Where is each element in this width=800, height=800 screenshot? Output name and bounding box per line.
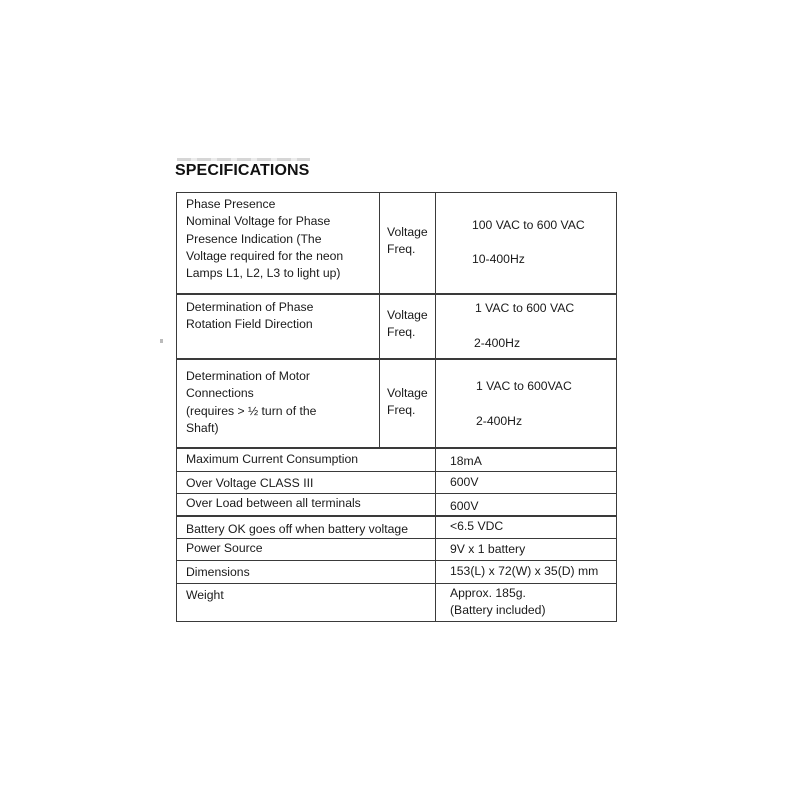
param-freq: Freq. — [387, 325, 416, 340]
label-line: Voltage required for the neon — [186, 248, 344, 263]
over-voltage-value: 600V — [450, 475, 479, 489]
label-line: Shaft) — [186, 420, 219, 435]
battery-ok-label: Battery OK goes off when battery voltage — [186, 522, 408, 536]
param-voltage: Voltage — [387, 225, 428, 239]
page-title: SPECIFICATIONS — [175, 162, 310, 179]
dimensions-label: Dimensions — [186, 565, 250, 579]
dimensions-value: 153(L) x 72(W) x 35(D) mm — [450, 564, 599, 578]
motor-connections-freq: 2-400Hz — [476, 414, 523, 428]
weight-line: Approx. 185g. — [450, 586, 526, 600]
phase-rotation-params — [387, 307, 428, 342]
row-divider — [176, 471, 617, 472]
phase-presence-label — [186, 196, 343, 282]
max-current-label: Maximum Current Consumption — [186, 452, 359, 466]
row-divider — [176, 583, 617, 584]
weight-label: Weight — [186, 588, 224, 602]
phase-rotation-voltage: 1 VAC to 600 VAC — [475, 301, 575, 315]
phase-presence-voltage: 100 VAC to 600 VAC — [472, 218, 585, 232]
motor-connections-params — [387, 385, 428, 420]
row-divider — [176, 493, 617, 494]
label-line: Phase Presence — [186, 197, 276, 211]
power-source-label: Power Source — [186, 541, 263, 555]
weight-line: (Battery included) — [450, 603, 546, 618]
label-line: Rotation Field Direction — [186, 317, 313, 332]
param-voltage: Voltage — [387, 308, 428, 322]
stray-mark — [160, 339, 163, 343]
battery-ok-value: <6.5 VDC — [450, 519, 504, 533]
row-divider — [176, 447, 617, 449]
divider-value — [435, 192, 436, 622]
label-line: Nominal Voltage for Phase — [186, 214, 331, 229]
phase-presence-freq: 10-400Hz — [472, 252, 525, 266]
over-load-label: Over Load between all terminals — [186, 496, 361, 510]
param-freq: Freq. — [387, 242, 416, 257]
label-line: Determination of Motor — [186, 369, 310, 383]
label-line: Connections — [186, 386, 254, 401]
param-voltage: Voltage — [387, 386, 428, 400]
row-divider — [176, 515, 617, 517]
specifications-table — [176, 192, 617, 622]
row-divider — [176, 358, 617, 360]
row-divider — [176, 293, 617, 295]
param-freq: Freq. — [387, 403, 416, 418]
over-load-value: 600V — [450, 499, 479, 513]
divider-param — [379, 192, 380, 448]
label-line: Determination of Phase — [186, 300, 314, 314]
phase-rotation-freq: 2-400Hz — [474, 336, 521, 350]
over-voltage-label: Over Voltage CLASS III — [186, 476, 314, 490]
label-line: (requires > ½ turn of the — [186, 403, 317, 418]
header-rule — [177, 158, 310, 161]
motor-connections-label — [186, 368, 316, 437]
label-line: Presence Indication (The — [186, 231, 322, 246]
max-current-value: 18mA — [450, 454, 482, 468]
label-line: Lamps L1, L2, L3 to light up) — [186, 266, 341, 281]
phase-rotation-label — [186, 299, 313, 334]
motor-connections-voltage: 1 VAC to 600VAC — [476, 379, 572, 393]
power-source-value: 9V x 1 battery — [450, 542, 526, 556]
row-divider — [176, 560, 617, 561]
weight-value — [450, 585, 546, 620]
phase-presence-params — [387, 224, 428, 259]
